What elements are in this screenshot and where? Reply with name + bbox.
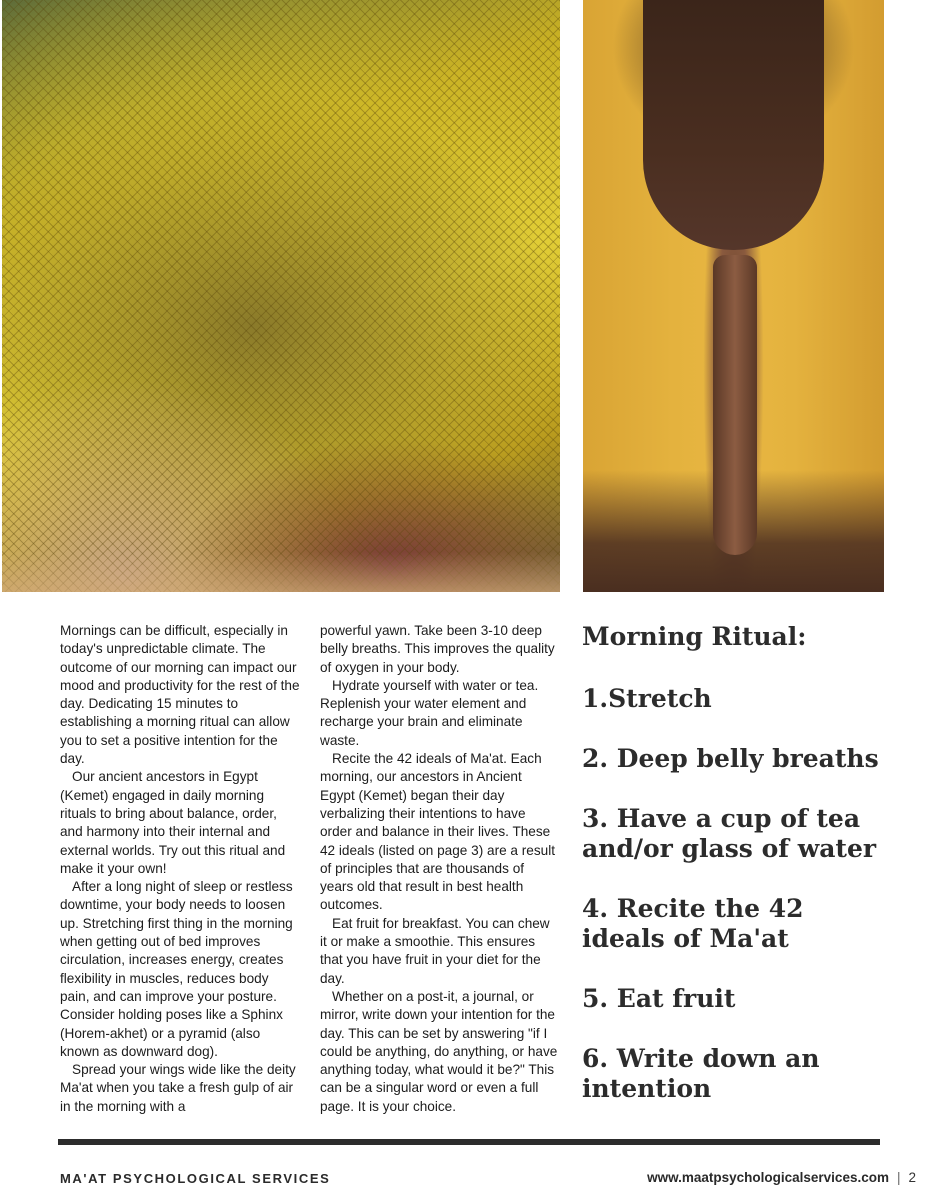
morning-ritual-list (582, 620, 882, 1134)
ritual-item: 3. Have a cup of tea and/or glass of water (582, 804, 877, 863)
paragraph: After a long night of sleep or restless downtime, your body needs to loosen up. Stretching first thing in the morning when getting out of bed improves circulation, increases energy, creates flexibility in muscles, reduces body pain, and can improve your posture. Consider holding poses like a Sphinx (Horem-akhet) or a pyramid (also known as downward dog). (60, 879, 293, 1059)
paragraph: Mornings can be difficult, especially in today's unpredictable climate. The outcome of our morning can impact our mood and productivity for the rest of the day. Dedicating 15 minutes to establishing a morning ritual can allow you to set a positive intention for the day. (60, 623, 300, 767)
article-column-2 (320, 622, 558, 1116)
footer-right (647, 1170, 916, 1185)
footer-url[interactable]: www.maatpsychologicalservices.com (647, 1170, 889, 1185)
page-number: 2 (908, 1170, 916, 1185)
paragraph: Whether on a post-it, a journal, or mirror, write down your intention for the day. This can be set by answering "if I could be anything, do anything, or have anything today, what would it be?" This can be a singular word or even a full page. It is your choice. (320, 988, 558, 1114)
ritual-item: 5. Eat fruit (582, 984, 736, 1013)
article-column-1 (60, 622, 300, 1116)
ritual-item: 4. Recite the 42 ideals of Ma'at (582, 894, 804, 953)
ritual-item: 1.Stretch (582, 684, 712, 713)
ritual-title: Morning Ritual: (582, 622, 807, 651)
footer-org-name: MA'AT PSYCHOLOGICAL SERVICES (60, 1171, 331, 1186)
paragraph: Recite the 42 ideals of Ma'at. Each morning, our ancestors in Ancient Egypt (Kemet) began their day verbalizing their intentions to have order and balance in their lives. These 42 ideals (listed on page 3) are a result of principles that are thousands of years old that result in best health outcomes. (320, 751, 556, 913)
paragraph: Our ancient ancestors in Egypt (Kemet) engaged in daily morning rituals to bring about balance, order, and harmony into their internal and external worlds. Try out this ritual and make it your own! (60, 769, 286, 876)
photo-neck (643, 0, 824, 250)
footer-separator: | (896, 1170, 901, 1185)
yellow-mesh-veil-photo (2, 0, 560, 592)
ritual-item: 6. Write down an intention (582, 1044, 820, 1103)
photo-fringe (2, 552, 560, 592)
paragraph: Spread your wings wide like the deity Ma'at when you take a fresh gulp of air in the morning with a (60, 1062, 296, 1114)
paragraph: Eat fruit for breakfast. You can chew it or make a smoothie. This ensures that you have fruit in your diet for the day. (320, 915, 550, 986)
paragraph: Hydrate yourself with water or tea. Replenish your water element and recharge your brain and eliminate waste. (320, 677, 539, 748)
praying-hands-photo (583, 0, 884, 592)
paragraph: powerful yawn. Take been 3-10 deep belly breaths. This improves the quality of oxygen in your body. (320, 623, 555, 675)
veil-photo (2, 0, 560, 592)
footer-divider (58, 1139, 880, 1145)
photo-hands (713, 255, 757, 555)
ritual-item: 2. Deep belly breaths (582, 744, 879, 773)
